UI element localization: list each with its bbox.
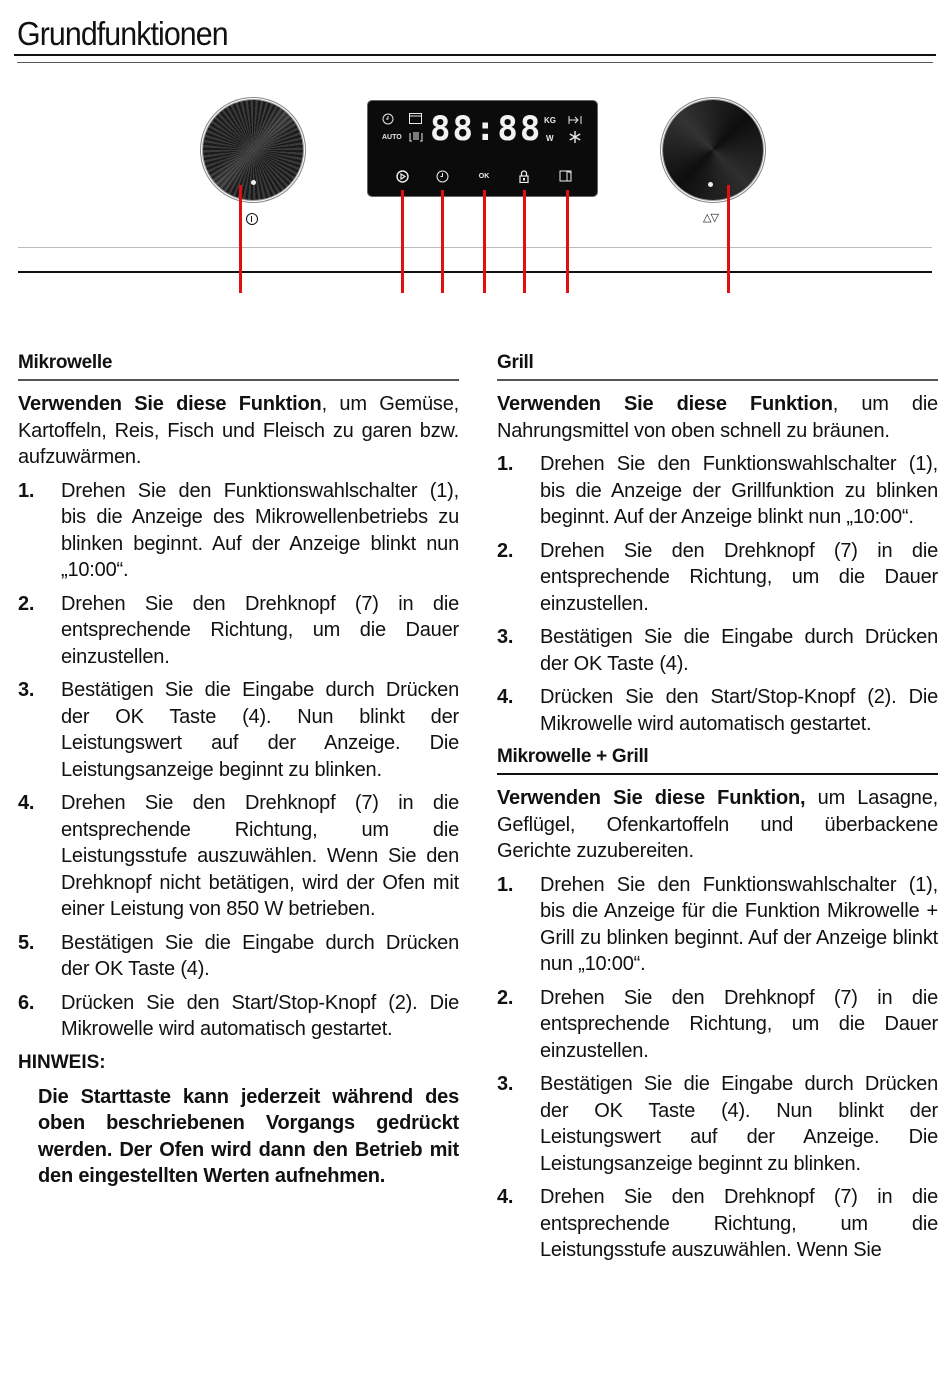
rotary-adjust-knob[interactable] — [663, 100, 763, 200]
grill-heat-icon — [409, 131, 423, 143]
intro-bold: Verwenden Sie diese Funktion — [497, 393, 833, 415]
child-lock-button[interactable] — [516, 168, 532, 184]
function-selector-knob[interactable] — [203, 100, 303, 200]
note-heading: HINWEIS: — [18, 1051, 106, 1073]
step-list — [18, 478, 459, 1043]
section-heading: Mikrowelle — [18, 350, 459, 381]
step-number: 1. — [18, 479, 35, 502]
defrost-snowflake-icon — [569, 131, 581, 143]
step-item — [18, 677, 459, 783]
step-number: 4. — [497, 686, 514, 708]
end-arrow-icon — [568, 115, 582, 125]
page-title: Grundfunktionen — [17, 15, 228, 52]
door-open-button[interactable] — [558, 168, 574, 184]
timer-button[interactable] — [434, 168, 450, 184]
callout-line-3 — [441, 190, 444, 293]
step-number: 3. — [497, 626, 514, 648]
step-number: 3. — [18, 679, 35, 701]
step-item — [18, 591, 459, 671]
section-intro — [18, 391, 459, 471]
step-text: Drücken Sie den Start/Stop-Knopf (2). Die Mikrowelle wird automatisch gestartet. — [540, 686, 938, 735]
callout-line-1 — [239, 185, 242, 293]
step-number: 1. — [497, 453, 514, 475]
callout-line-7 — [727, 185, 730, 293]
step-text: Bestätigen Sie die Eingabe durch Drücken der OK Taste (4). Nun blinkt der Leistungswert auf der Anzeige. Die Leistungsanzeige beginnt zu blinken. — [540, 1073, 938, 1175]
intro-text: , um die Nahrungsmittel von oben schnell zu bräunen. — [497, 393, 938, 442]
step-text: Drehen Sie den Drehknopf (7) in die entsprechende Richtung, um die Dauer einzustellen. — [540, 986, 938, 1062]
section-heading: Grill — [497, 350, 938, 381]
intro-text: , um Gemüse, Kartoffeln, Reis, Fisch und Fleisch zu garen bzw. aufzuwärmen. — [18, 393, 459, 468]
control-panel-diagram — [0, 80, 950, 300]
clock-icon — [382, 113, 394, 125]
up-down-arrows-icon: △▽ — [703, 212, 718, 224]
oven-icon — [409, 113, 422, 124]
step-number: 1. — [497, 873, 514, 896]
step-text: Drehen Sie den Drehknopf (7) in die entsprechende Richtung, um die Leistungsstufe auszuwählen. Wenn Sie den Drehknopf nicht betätigen, wird der Ofen mit einer Leistung von 850 W betrieben. — [61, 792, 459, 920]
start-stop-button[interactable] — [394, 168, 410, 184]
ok-button[interactable]: OK — [478, 172, 490, 180]
note-text: Die Starttaste kann jederzeit während des oben beschriebenen Vorgangs gedrückt werden. Der Ofen wird dann den Betrieb mit den eingestellten Werten aufnehmen. — [38, 1085, 459, 1187]
step-text: Drehen Sie den Drehknopf (7) in die entsprechende Richtung, um die Dauer einzustellen. — [540, 539, 938, 615]
callout-line-2 — [401, 190, 404, 293]
step-item — [497, 684, 938, 737]
section-intro — [497, 391, 938, 444]
step-item — [497, 872, 938, 978]
step-text: Drehen Sie den Funktionswahlschalter (1), bis die Anzeige des Mikrowellenbetriebs zu blinken beginnt. Auf der Anzeige blinkt nun „10:00“. — [61, 479, 459, 581]
intro-text: um Lasagne, Geflügel, Ofenkartoffeln und überbackene Gerichte zuzubereiten. — [497, 787, 939, 862]
knob-indicator-dot — [708, 182, 713, 187]
title-rule — [14, 54, 936, 56]
section-intro — [497, 785, 938, 865]
auto-label: AUTO — [382, 134, 402, 141]
callout-line-6 — [566, 190, 569, 293]
step-item — [497, 451, 938, 531]
panel-base-line — [18, 271, 932, 273]
step-item — [18, 790, 459, 923]
step-number: 2. — [497, 539, 514, 562]
step-item — [497, 624, 938, 677]
step-number: 4. — [18, 792, 35, 814]
step-text: Drehen Sie den Funktionswahlschalter (1), bis die Anzeige für die Funktion Mikrowelle + Grill zu blinken beginnt. Auf der Anzeige blinkt nun „10:00“. — [540, 873, 938, 975]
intro-bold: Verwenden Sie diese Funktion — [18, 393, 322, 415]
play-icon — [396, 170, 409, 183]
step-number: 3. — [497, 1073, 514, 1095]
step-list — [497, 451, 938, 737]
power-icon — [246, 213, 258, 225]
step-text: Drehen Sie den Drehknopf (7) in die entsprechende Richtung, um die Leistungsstufe auszuwählen. Wenn Sie — [540, 1186, 938, 1261]
step-list — [497, 872, 938, 1264]
intro-bold: Verwenden Sie diese Funktion, — [497, 787, 806, 809]
section-grill — [497, 350, 938, 1271]
step-item — [497, 1184, 938, 1264]
title-rule-thin — [17, 62, 933, 63]
step-text: Drehen Sie den Drehknopf (7) in die entsprechende Richtung, um die Dauer einzustellen. — [61, 592, 459, 668]
step-item — [18, 930, 459, 983]
step-text: Drehen Sie den Funktionswahlschalter (1), bis die Anzeige der Grillfunktion zu blinken beginnt. Auf der Anzeige blinkt nun „10:00“. — [540, 453, 938, 528]
section-heading-mikrowelle-grill: Mikrowelle + Grill — [497, 744, 938, 775]
callout-line-4 — [483, 190, 486, 293]
kg-label: KG — [544, 116, 556, 125]
clock-icon — [436, 170, 449, 183]
step-number: 5. — [18, 931, 35, 954]
knob-indicator-dot — [251, 180, 256, 185]
callout-line-5 — [523, 190, 526, 293]
step-number: 2. — [497, 986, 514, 1009]
section-mikrowelle — [18, 350, 459, 1190]
lock-icon — [519, 170, 529, 183]
seven-segment-display: 88:88 — [430, 109, 543, 149]
step-number: 4. — [497, 1186, 514, 1208]
step-text: Bestätigen Sie die Eingabe durch Drücken der OK Taste (4). Nun blinkt der Leistungswert auf der Anzeige. Die Leistungsanzeige beginnt zu blinken. — [61, 679, 459, 781]
door-icon — [559, 170, 573, 182]
display-button-row — [368, 168, 597, 186]
control-display — [368, 101, 597, 196]
step-text: Bestätigen Sie die Eingabe durch Drücken der OK Taste (4). — [61, 931, 459, 980]
step-text: Drücken Sie den Start/Stop-Knopf (2). Die Mikrowelle wird automatisch gestartet. — [61, 991, 459, 1040]
step-number: 2. — [18, 592, 35, 615]
panel-edge-line — [18, 247, 932, 248]
step-item — [18, 990, 459, 1043]
step-text: Bestätigen Sie die Eingabe durch Drücken der OK Taste (4). — [540, 626, 938, 675]
step-item — [497, 538, 938, 618]
watt-label: W — [546, 134, 554, 143]
step-item — [18, 478, 459, 584]
step-item — [497, 1071, 938, 1177]
step-item — [497, 985, 938, 1065]
step-number: 6. — [18, 991, 35, 1014]
